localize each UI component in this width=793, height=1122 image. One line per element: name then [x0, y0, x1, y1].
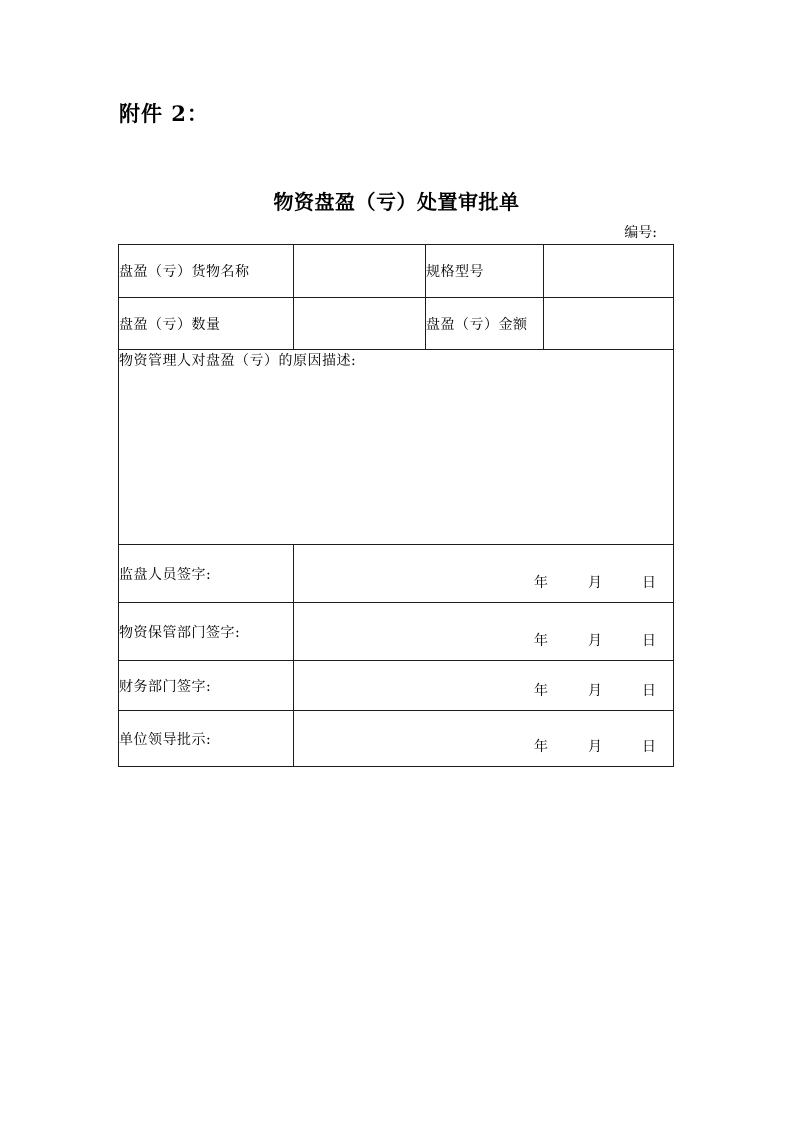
date-line [294, 572, 673, 602]
reason-description-cell: 物资管理人对盘盈（亏）的原因描述: [119, 350, 674, 545]
info-row-quantity [119, 298, 674, 350]
date-month-label: 月 [588, 739, 602, 755]
date-month-label: 月 [588, 575, 602, 591]
supervisor-signature-label: 监盘人员签字: [119, 545, 294, 603]
spec-model-label: 规格型号 [426, 245, 544, 298]
goods-name-label: 盘盈（亏）货物名称 [119, 245, 294, 298]
quantity-value-cell [294, 298, 426, 350]
date-day-label: 日 [642, 739, 656, 755]
spec-model-value-cell [544, 245, 674, 298]
date-day-label: 日 [642, 575, 656, 591]
quantity-label: 盘盈（亏）数量 [119, 298, 294, 350]
reason-row [119, 350, 674, 545]
unit-leader-approval-cell [294, 711, 674, 767]
signature-row-storage-dept [119, 603, 674, 661]
storage-dept-signature-label: 物资保管部门签字: [119, 603, 294, 661]
date-year-label: 年 [534, 575, 548, 591]
date-line [294, 680, 673, 710]
signature-row-supervisor [119, 545, 674, 603]
date-day-label: 日 [642, 683, 656, 699]
supervisor-signature-cell [294, 545, 674, 603]
date-month-label: 月 [588, 633, 602, 649]
unit-leader-approval-label: 单位领导批示: [119, 711, 294, 767]
info-row-goods [119, 245, 674, 298]
date-year-label: 年 [534, 739, 548, 755]
signature-row-unit-leader [119, 711, 674, 767]
form-number-label: 编号: [624, 225, 657, 241]
amount-label: 盘盈（亏）金额 [426, 298, 544, 350]
form-title: 物资盘盈（亏）处置审批单 [273, 190, 520, 214]
date-day-label: 日 [642, 633, 656, 649]
approval-form-table [118, 244, 674, 767]
signature-row-finance-dept [119, 661, 674, 711]
date-year-label: 年 [534, 633, 548, 649]
date-month-label: 月 [588, 683, 602, 699]
date-year-label: 年 [534, 683, 548, 699]
amount-value-cell [544, 298, 674, 350]
finance-dept-signature-label: 财务部门签字: [119, 661, 294, 711]
goods-name-value-cell [294, 245, 426, 298]
storage-dept-signature-cell [294, 603, 674, 661]
attachment-label: 附件 2： [119, 101, 209, 126]
date-line [294, 736, 673, 766]
date-line [294, 630, 673, 660]
finance-dept-signature-cell [294, 661, 674, 711]
